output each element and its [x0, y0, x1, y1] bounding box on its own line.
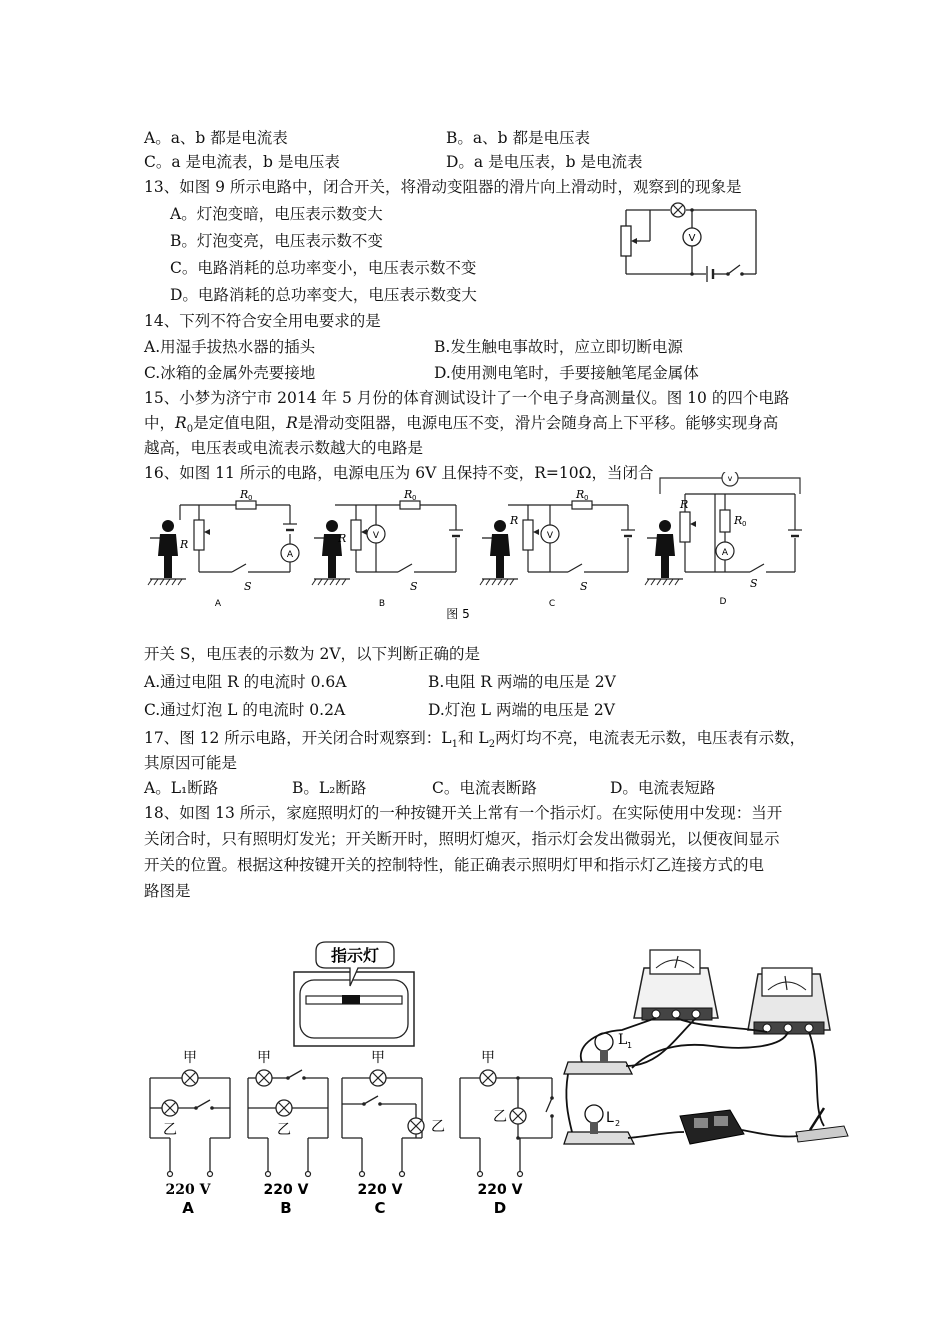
svg-text:R: R: [510, 514, 519, 527]
svg-text:甲: 甲: [183, 1050, 197, 1066]
circuit-label-b: B: [378, 599, 386, 609]
q13-option-a: A。灯泡变暗，电压表示数变大: [170, 205, 383, 223]
svg-text:甲: 甲: [481, 1050, 495, 1066]
lamp-icon: [671, 203, 685, 217]
q13-option-c: C。电路消耗的总功率变小，电压表示数不变: [170, 259, 477, 277]
svg-text:220 V: 220 V: [477, 1182, 523, 1198]
svg-text:乙: 乙: [431, 1119, 445, 1135]
svg-text:S: S: [750, 577, 758, 590]
svg-text:S: S: [410, 580, 418, 593]
q14-option-a: A.用湿手拔热水器的插头: [144, 338, 316, 356]
svg-text:0: 0: [584, 494, 589, 502]
q16-option-a: A.通过电阻 R 的电流时 0.6A: [144, 673, 347, 691]
q15-line-2: 中，$R_0$是定值电阻，R是滑动变阻器，电源电压不变，滑片会随身高上下平移。能够实现身高: [144, 414, 779, 436]
voltmeter-label: V: [688, 233, 696, 244]
q18-line-1: 18、如图 13 所示，家庭照明灯的一种按键开关上常有一个指示灯。在实际使用中发现：当开: [144, 804, 783, 822]
svg-text:S: S: [244, 580, 252, 593]
q17-option-c: C。电流表断路: [432, 779, 537, 797]
lamp-l2: [564, 1105, 634, 1144]
option-label-b: B: [280, 1199, 292, 1217]
svg-text:乙: 乙: [163, 1122, 177, 1138]
q12-option-a: A。a、b 都是电流表: [144, 129, 288, 147]
svg-text:R: R: [404, 488, 413, 501]
q15-line-1: 15、小梦为济宁市 2014 年 5 月份的体育测试设计了一个电子身高测量仪。图 10 的四个电路: [144, 389, 790, 407]
q18-line-2: 关闭合时，只有照明灯发光；开关断开时，照明灯熄灭，指示灯会发出微弱光，以便夜间显示: [144, 830, 780, 848]
svg-text:甲: 甲: [257, 1050, 271, 1066]
q14-option-c: C.冰箱的金属外壳要接地: [144, 364, 316, 382]
circuit-label-a: A: [214, 599, 222, 609]
q16-stem: 16、如图 11 所示的电路，电源电压为 6V 且保持不变，R=10Ω，当闭合: [144, 464, 654, 482]
svg-text:220 V: 220 V: [165, 1182, 211, 1198]
q17-stem: 17、图 12 所示电路，开关闭合时观察到：$L_1$和 $L_2$两灯均不亮，电流表无示数，电压表有示数，: [144, 729, 806, 751]
q12-option-b: B。a、b 都是电压表: [446, 129, 590, 147]
q14-stem: 14、下列不符合安全用电要求的是: [144, 312, 381, 330]
svg-text:220 V: 220 V: [357, 1182, 403, 1198]
person-icon: [480, 520, 518, 585]
svg-text:R: R: [576, 488, 585, 501]
q16-option-c: C.通过灯泡 L 的电流时 0.2A: [144, 701, 346, 719]
q13-option-d: D。电路消耗的总功率变大，电压表示数变大: [170, 286, 477, 304]
q14-option-d: D.使用测电笔时，手要接触笔尾金属体: [434, 364, 699, 382]
q12-option-c: C。a 是电流表，b 是电压表: [144, 153, 340, 171]
person-icon: [312, 520, 350, 585]
q18-line-3: 开关的位置。根据这种按键开关的控制特性，能正确表示照明灯甲和指示灯乙连接方式的电: [144, 856, 765, 874]
person-icon: [148, 520, 189, 585]
svg-text:1: 1: [627, 1041, 633, 1050]
svg-text:v: v: [727, 474, 733, 483]
q13-option-b: B。灯泡变亮，电压表示数不变: [170, 232, 383, 250]
ammeter-device: [748, 968, 830, 1034]
apparatus-photo: [562, 938, 850, 1158]
indicator-switch-figure: [286, 936, 426, 1052]
svg-text:乙: 乙: [493, 1109, 507, 1125]
battery-pack: [680, 1110, 744, 1144]
circuit-label-c: C: [548, 599, 556, 609]
svg-text:L: L: [606, 1110, 614, 1126]
svg-text:L: L: [618, 1032, 628, 1048]
q15-circuits-figure: [140, 472, 820, 622]
svg-text:R: R: [240, 488, 249, 501]
q16-stem-2: 开关 S，电压表的示数为 2V，以下判断正确的是: [144, 645, 481, 663]
q12-option-d: D。a 是电压表，b 是电流表: [446, 153, 643, 171]
q17-option-d: D。电流表短路: [610, 779, 716, 797]
q18-line-4: 路图是: [144, 882, 191, 900]
svg-text:A: A: [286, 550, 294, 560]
svg-text:R: R: [180, 538, 189, 551]
indicator-callout-text: 指示灯: [330, 946, 380, 965]
option-label-c: C: [374, 1199, 386, 1217]
rheostat: [621, 226, 631, 256]
voltmeter-device: [634, 950, 718, 1020]
q17-stem-2: 其原因可能是: [144, 754, 238, 772]
svg-text:220 V: 220 V: [263, 1182, 309, 1198]
svg-text:乙: 乙: [277, 1122, 291, 1138]
svg-text:R: R: [680, 498, 689, 511]
option-label-d: D: [493, 1199, 507, 1217]
q17-option-b: B。L₂断路: [292, 779, 367, 797]
person-icon: [645, 520, 683, 585]
q14-option-b: B.发生触电事故时，应立即切断电源: [434, 338, 683, 356]
svg-text:2: 2: [615, 1119, 621, 1128]
svg-text:甲: 甲: [371, 1050, 385, 1066]
knife-switch: [796, 1108, 848, 1142]
svg-text:0: 0: [742, 520, 747, 528]
svg-text:A: A: [721, 548, 729, 558]
q18-circuits-figure: [140, 1046, 560, 1218]
q13-circuit-figure: [610, 196, 770, 286]
svg-text:R: R: [338, 532, 347, 545]
q15-line-3: 越高，电压表或电流表示数越大的电路是: [144, 439, 424, 457]
option-label-a: A: [182, 1199, 194, 1217]
lamp-l1: [564, 1032, 632, 1074]
svg-text:V: V: [372, 531, 380, 541]
figure-caption: 图 5: [446, 607, 470, 621]
svg-text:0: 0: [248, 494, 253, 502]
q16-option-d: D.灯泡 L 两端的电压是 2V: [428, 701, 615, 719]
q17-option-a: A。L₁断路: [144, 779, 219, 797]
svg-text:R: R: [734, 514, 743, 527]
svg-text:0: 0: [412, 494, 417, 502]
svg-text:V: V: [546, 531, 554, 541]
circuit-label-d: D: [719, 597, 727, 607]
q13-stem: 13、如图 9 所示电路中，闭合开关，将滑动变阻器的滑片向上滑动时，观察到的现象是: [144, 178, 742, 196]
q16-option-b: B.电阻 R 两端的电压是 2V: [428, 673, 616, 691]
svg-text:S: S: [580, 580, 588, 593]
